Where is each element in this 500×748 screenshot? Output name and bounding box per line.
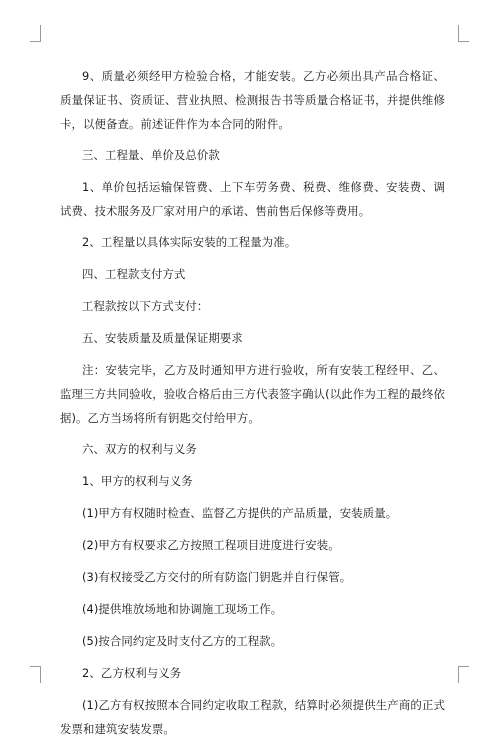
list-item-a5: (5)按合同约定及时支付乙方的工程款。 <box>82 634 283 648</box>
crop-mark-top-left <box>30 25 41 42</box>
subheading-party-b: 2、乙方权利与义务 <box>82 666 182 680</box>
section-heading-payment: 四、工程款支付方式 <box>82 267 186 281</box>
list-item-a3: (3)有权接受乙方交付的所有防盗门钥匙并自行保管。 <box>82 570 352 584</box>
list-item-b1: (1)乙方有权按照本合同约定收取工程款，结算时必须提供生产商的正式发票和建筑安装发票。 <box>60 698 445 736</box>
subheading-party-a: 1、甲方的权利与义务 <box>82 474 193 488</box>
section-heading-quantity-price: 三、工程量、单价及总价款 <box>82 148 220 162</box>
paragraph-unit-price: 1、单价包括运输保管费、上下车劳务费、税费、维修费、安装费、调试费、技术服务及厂家对用户的承诺、售前售后保修等费用。 <box>60 180 445 218</box>
crop-mark-top-right <box>458 25 469 42</box>
document-body <box>60 64 445 748</box>
list-item-a1: (1)甲方有权随时检查、监督乙方提供的产品质量，安装质量。 <box>82 506 398 520</box>
list-item-a2: (2)甲方有权要求乙方按照工程项目进度进行安装。 <box>82 538 340 552</box>
section-heading-quality-warranty: 五、安装质量及质量保证期要求 <box>82 331 243 345</box>
paragraph-quantity-basis: 2、工程量以具体实际安装的工程量为准。 <box>82 235 297 249</box>
crop-mark-bottom-left <box>30 666 41 683</box>
crop-mark-bottom-right <box>458 666 469 683</box>
list-item-a4: (4)提供堆放场地和协调施工现场工作。 <box>82 602 283 616</box>
section-heading-rights-obligations: 六、双方的权利与义务 <box>82 442 197 456</box>
paragraph-acceptance-note: 注：安装完毕，乙方及时通知甲方进行验收，所有安装工程经甲、乙、监理三方共同验收，验收合格后由三方代表签字确认(以此作为工程的最终依据)。乙方当场将所有钥匙交付给甲方。 <box>60 363 445 425</box>
paragraph-quality-inspection: 9、质量必须经甲方检验合格，才能安装。乙方必须出具产品合格证、质量保证书、资质证、营业执照、检测报告书等质量合格证书，并提供维修卡，以便备查。前述证件作为本合同的附件。 <box>60 69 445 131</box>
paragraph-payment-method: 工程款按以下方式支付： <box>82 299 209 313</box>
